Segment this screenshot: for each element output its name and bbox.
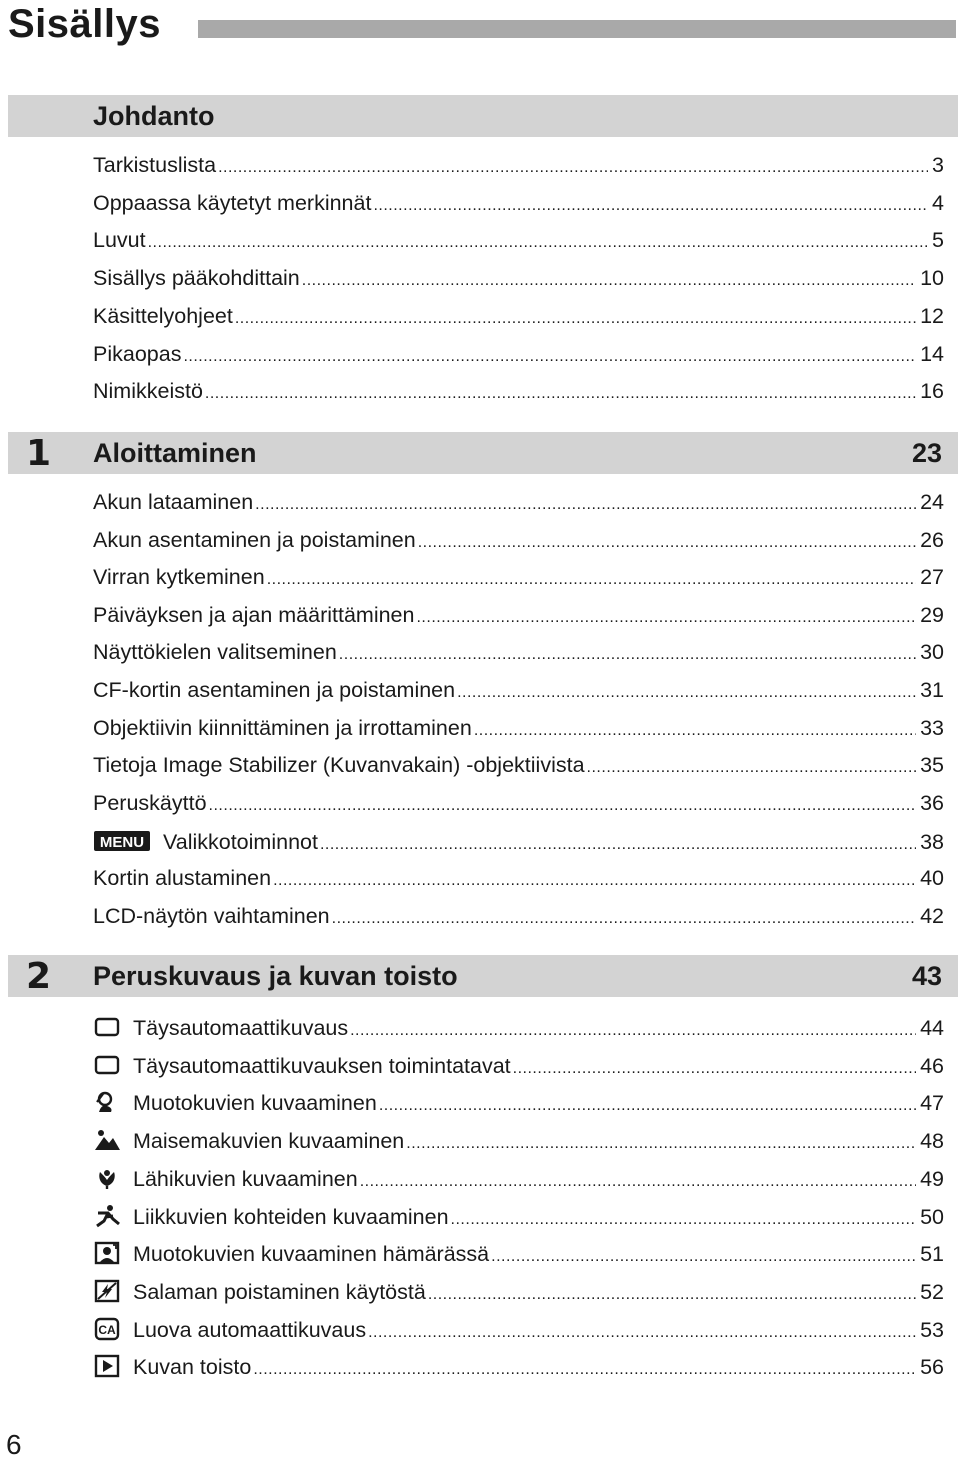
menu-icon: [93, 829, 151, 853]
toc-entry-luvut[interactable]: [93, 225, 944, 255]
toc-entry-label: Tarkistuslista: [93, 153, 217, 177]
toc-entry-liikkuvien-kohteiden-kuvaaminen[interactable]: [93, 1200, 944, 1230]
dot-leader: [205, 379, 916, 409]
svg-text:MENU: MENU: [99, 834, 145, 851]
toc-entry-page: 16: [920, 379, 944, 403]
toc-entry-page: 24: [920, 490, 944, 514]
sports-icon: [93, 1204, 121, 1228]
toc-entry-page: 44: [920, 1016, 944, 1040]
dot-leader: [218, 153, 928, 183]
toc-entry-label: Peruskäyttö: [93, 791, 207, 815]
toc-entry-label: Objektiivin kiinnittäminen ja irrottaminen: [93, 716, 472, 740]
dot-leader: [339, 640, 916, 670]
header-rule: [198, 20, 956, 38]
toc-entry-label: Tietoja Image Stabilizer (Kuvanvakain) -objektiivista: [93, 753, 585, 777]
toc-entry-kuvan-toisto[interactable]: [93, 1350, 944, 1380]
toc-entry-label: Valikkotoiminnot: [163, 830, 318, 854]
toc-entry-page: 14: [920, 342, 944, 366]
svg-text:CA: CA: [98, 1323, 116, 1337]
dot-leader: [209, 791, 917, 821]
dot-leader: [416, 603, 916, 633]
toc-entry-akun-lataaminen[interactable]: [93, 487, 944, 517]
flash-off-icon: [93, 1279, 121, 1303]
dot-leader: [368, 1318, 916, 1348]
toc-entry-salaman-poistaminen-kaytosta[interactable]: [93, 1275, 944, 1305]
toc-entry-objektiivin-kiinnittaminen-ja-irrottaminen[interactable]: [93, 713, 944, 743]
toc-entry-page: 3: [932, 153, 944, 177]
toc-entry-label: Näyttökielen valitseminen: [93, 640, 337, 664]
toc-entry-page: 30: [920, 640, 944, 664]
toc-entry-page: 52: [920, 1280, 944, 1304]
section-title: Peruskuvaus ja kuvan toisto: [93, 961, 458, 991]
night-portrait-icon: [93, 1241, 121, 1265]
page-number: 6: [6, 1429, 22, 1460]
toc-entry-muotokuvien-kuvaaminen[interactable]: [93, 1086, 944, 1116]
toc-entry-page: 33: [920, 716, 944, 740]
dot-leader: [428, 1280, 916, 1310]
toc-entry-nimikkeisto[interactable]: [93, 376, 944, 406]
toc-entry-page: 49: [920, 1167, 944, 1191]
toc-entry-label: Maisemakuvien kuvaaminen: [133, 1129, 405, 1153]
toc-entry-page: 53: [920, 1318, 944, 1342]
section-page-number: 43: [911, 961, 942, 991]
toc-entry-page: 42: [920, 904, 944, 928]
toc-entry-page: 29: [920, 603, 944, 627]
dot-leader: [255, 490, 916, 520]
toc-entry-kortin-alustaminen[interactable]: [93, 863, 944, 893]
section-number: 1: [26, 433, 52, 474]
toc-entry-label: Käsittelyohjeet: [93, 304, 233, 328]
dot-leader: [253, 1355, 916, 1385]
toc-entry-page: 36: [920, 791, 944, 815]
toc-entry-tarkistuslista[interactable]: [93, 150, 944, 180]
dot-leader: [451, 1205, 917, 1235]
toc-entry-page: 51: [920, 1242, 944, 1266]
toc-entry-page: 47: [920, 1091, 944, 1115]
playback-icon: [93, 1354, 121, 1378]
toc-entry-label: Akun asentaminen ja poistaminen: [93, 528, 416, 552]
toc-entry-page: 46: [920, 1054, 944, 1078]
full-auto-icon: [93, 1053, 121, 1077]
dot-leader: [373, 191, 928, 221]
toc-entry-label: Päiväyksen ja ajan määrittäminen: [93, 603, 415, 627]
page-header: [8, 0, 958, 50]
toc-entry-paivayksen-ja-ajan-maarittaminen[interactable]: [93, 600, 944, 630]
toc-entry-page: 27: [920, 565, 944, 589]
toc-entry-kasittelyohjeet[interactable]: [93, 301, 944, 331]
landscape-icon: [93, 1128, 121, 1152]
toc-entry-label: CF-kortin asentaminen ja poistaminen: [93, 678, 456, 702]
section-page-number: 23: [911, 438, 942, 468]
section-header-peruskuvaus-ja-kuvan-toisto: [8, 955, 958, 997]
toc-entry-luova-automaattikuvaus[interactable]: [93, 1313, 944, 1343]
toc-entry-label: Muotokuvien kuvaaminen: [133, 1091, 377, 1115]
dot-leader: [513, 1054, 916, 1084]
toc-entry-label: Lähikuvien kuvaaminen: [133, 1167, 358, 1191]
toc-entry-page: 4: [932, 191, 944, 215]
dot-leader: [267, 565, 916, 595]
toc-entry-tietoja-image-stabilizer-kuvanvakain-objektiivista[interactable]: [93, 750, 944, 780]
dot-leader: [183, 342, 916, 372]
dot-leader: [491, 1242, 916, 1272]
toc-entry-valikkotoiminnot[interactable]: [93, 825, 944, 855]
portrait-icon: [93, 1090, 121, 1114]
toc-entry-label: Luova automaattikuvaus: [133, 1318, 367, 1342]
toc-entry-label: Salaman poistaminen käytöstä: [133, 1280, 426, 1304]
toc-entry-label: Akun lataaminen: [93, 490, 254, 514]
toc-entry-lahikuvien-kuvaaminen[interactable]: [93, 1162, 944, 1192]
dot-leader: [474, 716, 916, 746]
section-header-johdanto: [8, 95, 958, 137]
dot-leader: [406, 1129, 916, 1159]
closeup-icon: [93, 1166, 121, 1190]
toc-entry-label: Virran kytkeminen: [93, 565, 265, 589]
dot-leader: [235, 304, 916, 334]
toc-entry-label: Kuvan toisto: [133, 1355, 252, 1379]
full-auto-icon: [93, 1015, 121, 1039]
toc-entry-page: 50: [920, 1205, 944, 1229]
toc-entry-sisallys-paakohdittain[interactable]: [93, 263, 944, 293]
toc-entry-cf-kortin-asentaminen-ja-poistaminen[interactable]: [93, 675, 944, 705]
section-number: 2: [26, 956, 52, 997]
toc-entry-oppaassa-kaytetyt-merkinnat[interactable]: [93, 188, 944, 218]
dot-leader: [302, 266, 916, 296]
dot-leader: [587, 753, 917, 783]
toc-entry-page: 56: [920, 1355, 944, 1379]
toc-entry-label: Luvut: [93, 228, 146, 252]
page-title: Sisällys: [8, 2, 162, 46]
toc-entry-virran-kytkeminen[interactable]: [93, 562, 944, 592]
section-title: Aloittaminen: [93, 438, 257, 468]
toc-entry-page: 31: [920, 678, 944, 702]
toc-entry-page: 48: [920, 1129, 944, 1153]
dot-leader: [457, 678, 916, 708]
toc-entry-label: LCD-näytön vaihtaminen: [93, 904, 330, 928]
toc-entry-page: 5: [932, 228, 944, 252]
toc-entry-label: Liikkuvien kohteiden kuvaaminen: [133, 1205, 449, 1229]
toc-entry-muotokuvien-kuvaaminen-hamarassa[interactable]: [93, 1237, 944, 1267]
dot-leader: [418, 528, 916, 558]
toc-entry-label: Muotokuvien kuvaaminen hämärässä: [133, 1242, 490, 1266]
toc-entry-label: Täysautomaattikuvaus: [133, 1016, 349, 1040]
toc-entry-label: Sisällys pääkohdittain: [93, 266, 300, 290]
toc-entry-label: Kortin alustaminen: [93, 866, 272, 890]
toc-entry-page: 12: [920, 304, 944, 328]
dot-leader: [320, 830, 916, 860]
toc-entry-peruskaytto[interactable]: [93, 788, 944, 818]
creative-auto-icon: [93, 1317, 121, 1341]
toc-entry-maisemakuvien-kuvaaminen[interactable]: [93, 1124, 944, 1154]
toc-entry-page: 35: [920, 753, 944, 777]
toc-entry-taysautomaattikuvaus[interactable]: [93, 1011, 944, 1041]
toc-entry-akun-asentaminen-ja-poistaminen[interactable]: [93, 525, 944, 555]
toc-entry-label: Täysautomaattikuvauksen toimintatavat: [133, 1054, 511, 1078]
toc-entry-page: 38: [920, 830, 944, 854]
toc-entry-page: 10: [920, 266, 944, 290]
dot-leader: [379, 1091, 916, 1121]
toc-entry-page: 26: [920, 528, 944, 552]
dot-leader: [332, 904, 916, 934]
toc-entry-page: 40: [920, 866, 944, 890]
section-title: Johdanto: [93, 101, 215, 131]
dot-leader: [360, 1167, 916, 1197]
toc-entry-label: Pikaopas: [93, 342, 182, 366]
toc-entry-label: Nimikkeistö: [93, 379, 203, 403]
toc-entry-lcd-nayton-vaihtaminen[interactable]: [93, 901, 944, 931]
section-header-aloittaminen: [8, 432, 958, 474]
dot-leader: [148, 228, 928, 258]
toc-entry-taysautomaattikuvauksen-toimintatavat[interactable]: [93, 1049, 944, 1079]
toc-entry-nayttokielen-valitseminen[interactable]: [93, 637, 944, 667]
dot-leader: [350, 1016, 916, 1046]
toc-entry-label: Oppaassa käytetyt merkinnät: [93, 191, 372, 215]
dot-leader: [273, 866, 916, 896]
toc-entry-pikaopas[interactable]: [93, 339, 944, 369]
